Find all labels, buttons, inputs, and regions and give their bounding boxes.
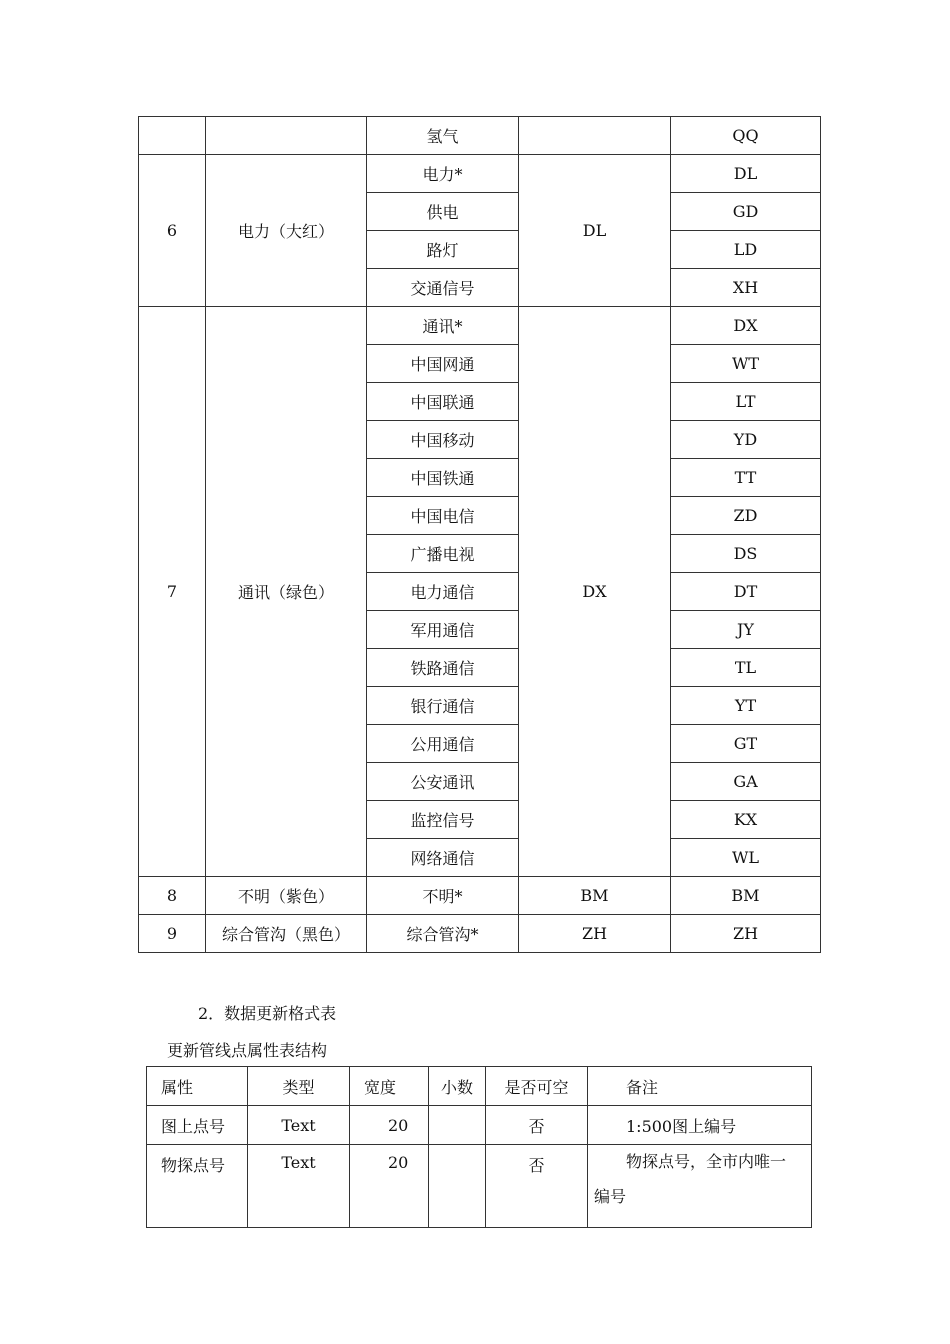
subcode-cell: LD [671,231,821,269]
subcode-cell: QQ [671,117,821,155]
subtype-cell: 交通信号 [367,269,519,307]
subcode-cell: TL [671,649,821,687]
number-cell [139,117,206,155]
subcode-cell: YD [671,421,821,459]
subcode-cell: ZH [671,915,821,953]
subtype-cell: 军用通信 [367,611,519,649]
header-attribute: 属性 [147,1067,248,1106]
subcode-cell: GT [671,725,821,763]
subtype-cell: 网络通信 [367,839,519,877]
code-cell: DX [519,307,671,877]
table-row [139,915,821,953]
category-cell [206,117,367,155]
subtype-cell: 公用通信 [367,725,519,763]
subtype-cell: 通讯* [367,307,519,345]
subtype-cell: 氢气 [367,117,519,155]
header-remarks: 备注 [588,1067,812,1106]
subtype-cell: 中国网通 [367,345,519,383]
table-row [147,1145,812,1228]
category-cell: 综合管沟（黑色） [206,915,367,953]
subcode-cell: WT [671,345,821,383]
header-nullable: 是否可空 [486,1067,588,1106]
subtype-cell: 电力* [367,155,519,193]
subtype-cell: 中国移动 [367,421,519,459]
subcode-cell: GD [671,193,821,231]
subcode-cell: WL [671,839,821,877]
number-cell: 9 [139,915,206,953]
type-cell: Text [248,1145,350,1228]
table-header-row [147,1067,812,1106]
category-cell: 电力（大红） [206,155,367,307]
attribute-cell: 图上点号 [147,1106,248,1145]
code-cell: ZH [519,915,671,953]
subtype-cell: 综合管沟* [367,915,519,953]
subtype-cell: 不明* [367,877,519,915]
code-cell [519,117,671,155]
header-type: 类型 [248,1067,350,1106]
table-row [147,1106,812,1145]
subcode-cell: DS [671,535,821,573]
subtype-cell: 银行通信 [367,687,519,725]
code-table [138,116,821,953]
remarks-line-2: 编号 [594,1187,627,1206]
decimals-cell [429,1106,486,1145]
subtype-cell: 供电 [367,193,519,231]
subtype-cell: 广播电视 [367,535,519,573]
code-cell: BM [519,877,671,915]
type-cell: Text [248,1106,350,1145]
table-row [139,877,821,915]
subcode-cell: XH [671,269,821,307]
subcode-cell: LT [671,383,821,421]
number-cell: 6 [139,155,206,307]
nullable-cell: 否 [486,1145,588,1228]
table-caption: 更新管线点属性表结构 [167,1041,328,1060]
subtype-cell: 中国铁通 [367,459,519,497]
width-cell: 20 [350,1145,429,1228]
attribute-table [146,1066,812,1228]
subtype-cell: 公安通讯 [367,763,519,801]
subtype-cell: 中国联通 [367,383,519,421]
width-cell: 20 [350,1106,429,1145]
subtype-cell: 铁路通信 [367,649,519,687]
decimals-cell [429,1145,486,1228]
subcode-cell: JY [671,611,821,649]
attribute-cell: 物探点号 [147,1145,248,1228]
remarks-line-1: 物探点号，全市内唯一 [626,1152,787,1171]
subtype-cell: 电力通信 [367,573,519,611]
remarks-cell: 1:500图上编号 [588,1106,812,1145]
section-heading: 2．数据更新格式表 [198,1004,337,1023]
number-cell: 8 [139,877,206,915]
header-decimals: 小数 [429,1067,486,1106]
code-cell: DL [519,155,671,307]
subcode-cell: DT [671,573,821,611]
subcode-cell: YT [671,687,821,725]
category-cell: 通讯（绿色） [206,307,367,877]
number-cell: 7 [139,307,206,877]
subtype-cell: 中国电信 [367,497,519,535]
subcode-cell: KX [671,801,821,839]
subtype-cell: 监控信号 [367,801,519,839]
table-row [139,117,821,155]
subcode-cell: GA [671,763,821,801]
category-cell: 不明（紫色） [206,877,367,915]
subcode-cell: DL [671,155,821,193]
nullable-cell: 否 [486,1106,588,1145]
header-width: 宽度 [350,1067,429,1106]
table-row [139,155,821,193]
subcode-cell: ZD [671,497,821,535]
subcode-cell: DX [671,307,821,345]
remarks-cell [588,1145,812,1228]
subtype-cell: 路灯 [367,231,519,269]
subcode-cell: TT [671,459,821,497]
subcode-cell: BM [671,877,821,915]
table-row [139,307,821,345]
